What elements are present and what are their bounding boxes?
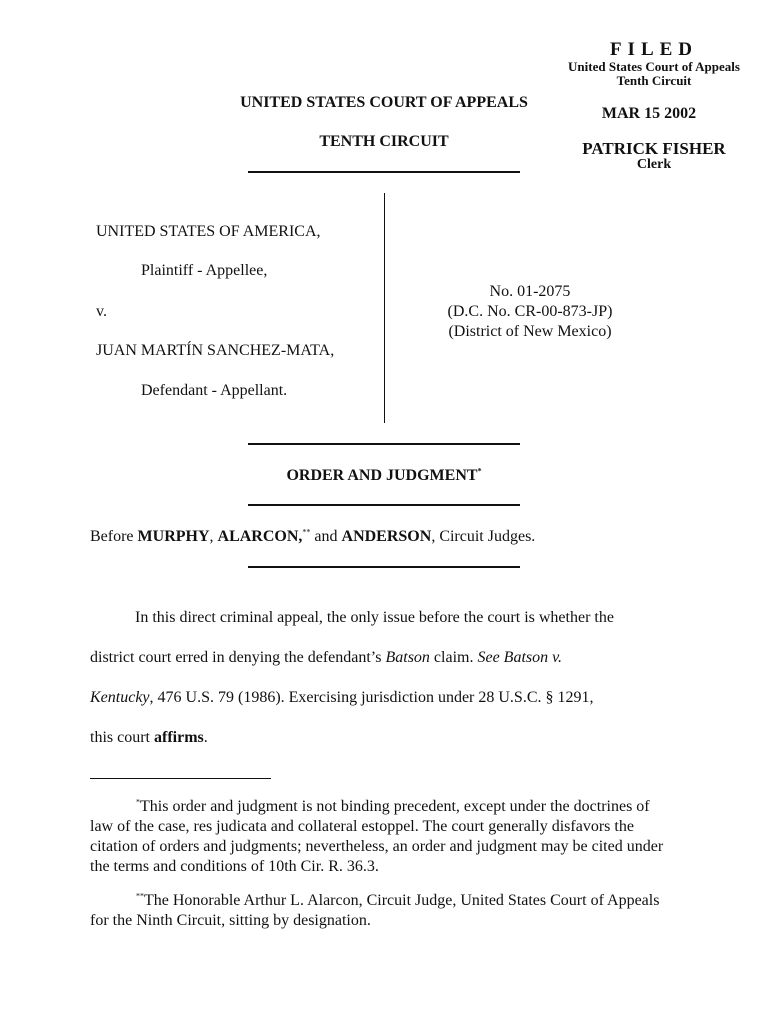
footnote-ref-1: *	[477, 466, 482, 476]
district-name: (District of New Mexico)	[448, 323, 612, 340]
disposition: affirms	[154, 729, 204, 746]
body-line-4: this court affirms.	[90, 729, 208, 746]
title-divider	[248, 504, 520, 506]
filed-stamp	[540, 40, 768, 172]
versus: v.	[96, 303, 107, 320]
judge-alarcon: ALARCON,	[217, 528, 303, 545]
panel-line: Before MURPHY, ALARCON,** and ANDERSON, Circuit Judges.	[90, 527, 536, 545]
caption-bottom-divider	[248, 443, 520, 445]
case-numbers	[430, 282, 630, 342]
court-name: UNITED STATES COURT OF APPEALS	[240, 94, 528, 111]
judge-murphy: MURPHY	[137, 528, 210, 545]
defendant-name: JUAN MARTÍN SANCHEZ-MATA,	[96, 342, 335, 359]
order-title-text: ORDER AND JUDGMENT	[286, 467, 478, 484]
filed-date: MAR 15 2002	[601, 105, 697, 122]
judge-anderson: ANDERSON	[341, 528, 432, 545]
caption-divider	[384, 193, 385, 423]
stamp-court: United States Court of Appeals	[568, 59, 740, 74]
footnote-separator	[90, 778, 271, 779]
order-title	[200, 467, 568, 485]
citation-signal: See Batson v.	[477, 649, 563, 666]
panel-divider	[248, 566, 520, 568]
clerk-name: PATRICK FISHER	[582, 139, 726, 158]
batson-case: Batson	[385, 649, 430, 666]
plaintiff-role: Plaintiff - Appellee,	[141, 262, 268, 279]
footnote-2: **The Honorable Arthur L. Alarcon, Circuit Judge, United States Court of Appeals for the Ninth Circuit, sitting by designation.	[90, 891, 660, 929]
clerk-title: Clerk	[636, 157, 672, 172]
body-line-3: Kentucky, 476 U.S. 79 (1986). Exercising jurisdiction under 28 U.S.C. § 1291,	[90, 689, 594, 706]
body-line-1: In this direct criminal appeal, the only issue before the court is whether the	[135, 609, 614, 626]
case-number: No. 01-2075	[489, 283, 571, 300]
district-court-number: (D.C. No. CR-00-873-JP)	[447, 303, 613, 320]
filed-label: FILED	[609, 39, 699, 60]
plaintiff-name: UNITED STATES OF AMERICA,	[96, 223, 321, 240]
footnote-1: *This order and judgment is not binding precedent, except under the doctrines of law of the case, res judicata and collateral estoppel. The court generally disfavors the citation of orders and judgments; nevertheless, an order and judgment may be cited under the terms and conditions of 10th Cir. R. 36.3.	[90, 797, 664, 875]
footnote-ref-2: **	[302, 527, 311, 537]
header-divider	[248, 171, 520, 173]
body-line-2: district court erred in denying the defendant’s Batson claim. See Batson v.	[90, 649, 563, 666]
stamp-circuit: Tenth Circuit	[616, 73, 692, 88]
defendant-role: Defendant - Appellant.	[141, 382, 288, 399]
circuit-name: TENTH CIRCUIT	[319, 133, 449, 150]
